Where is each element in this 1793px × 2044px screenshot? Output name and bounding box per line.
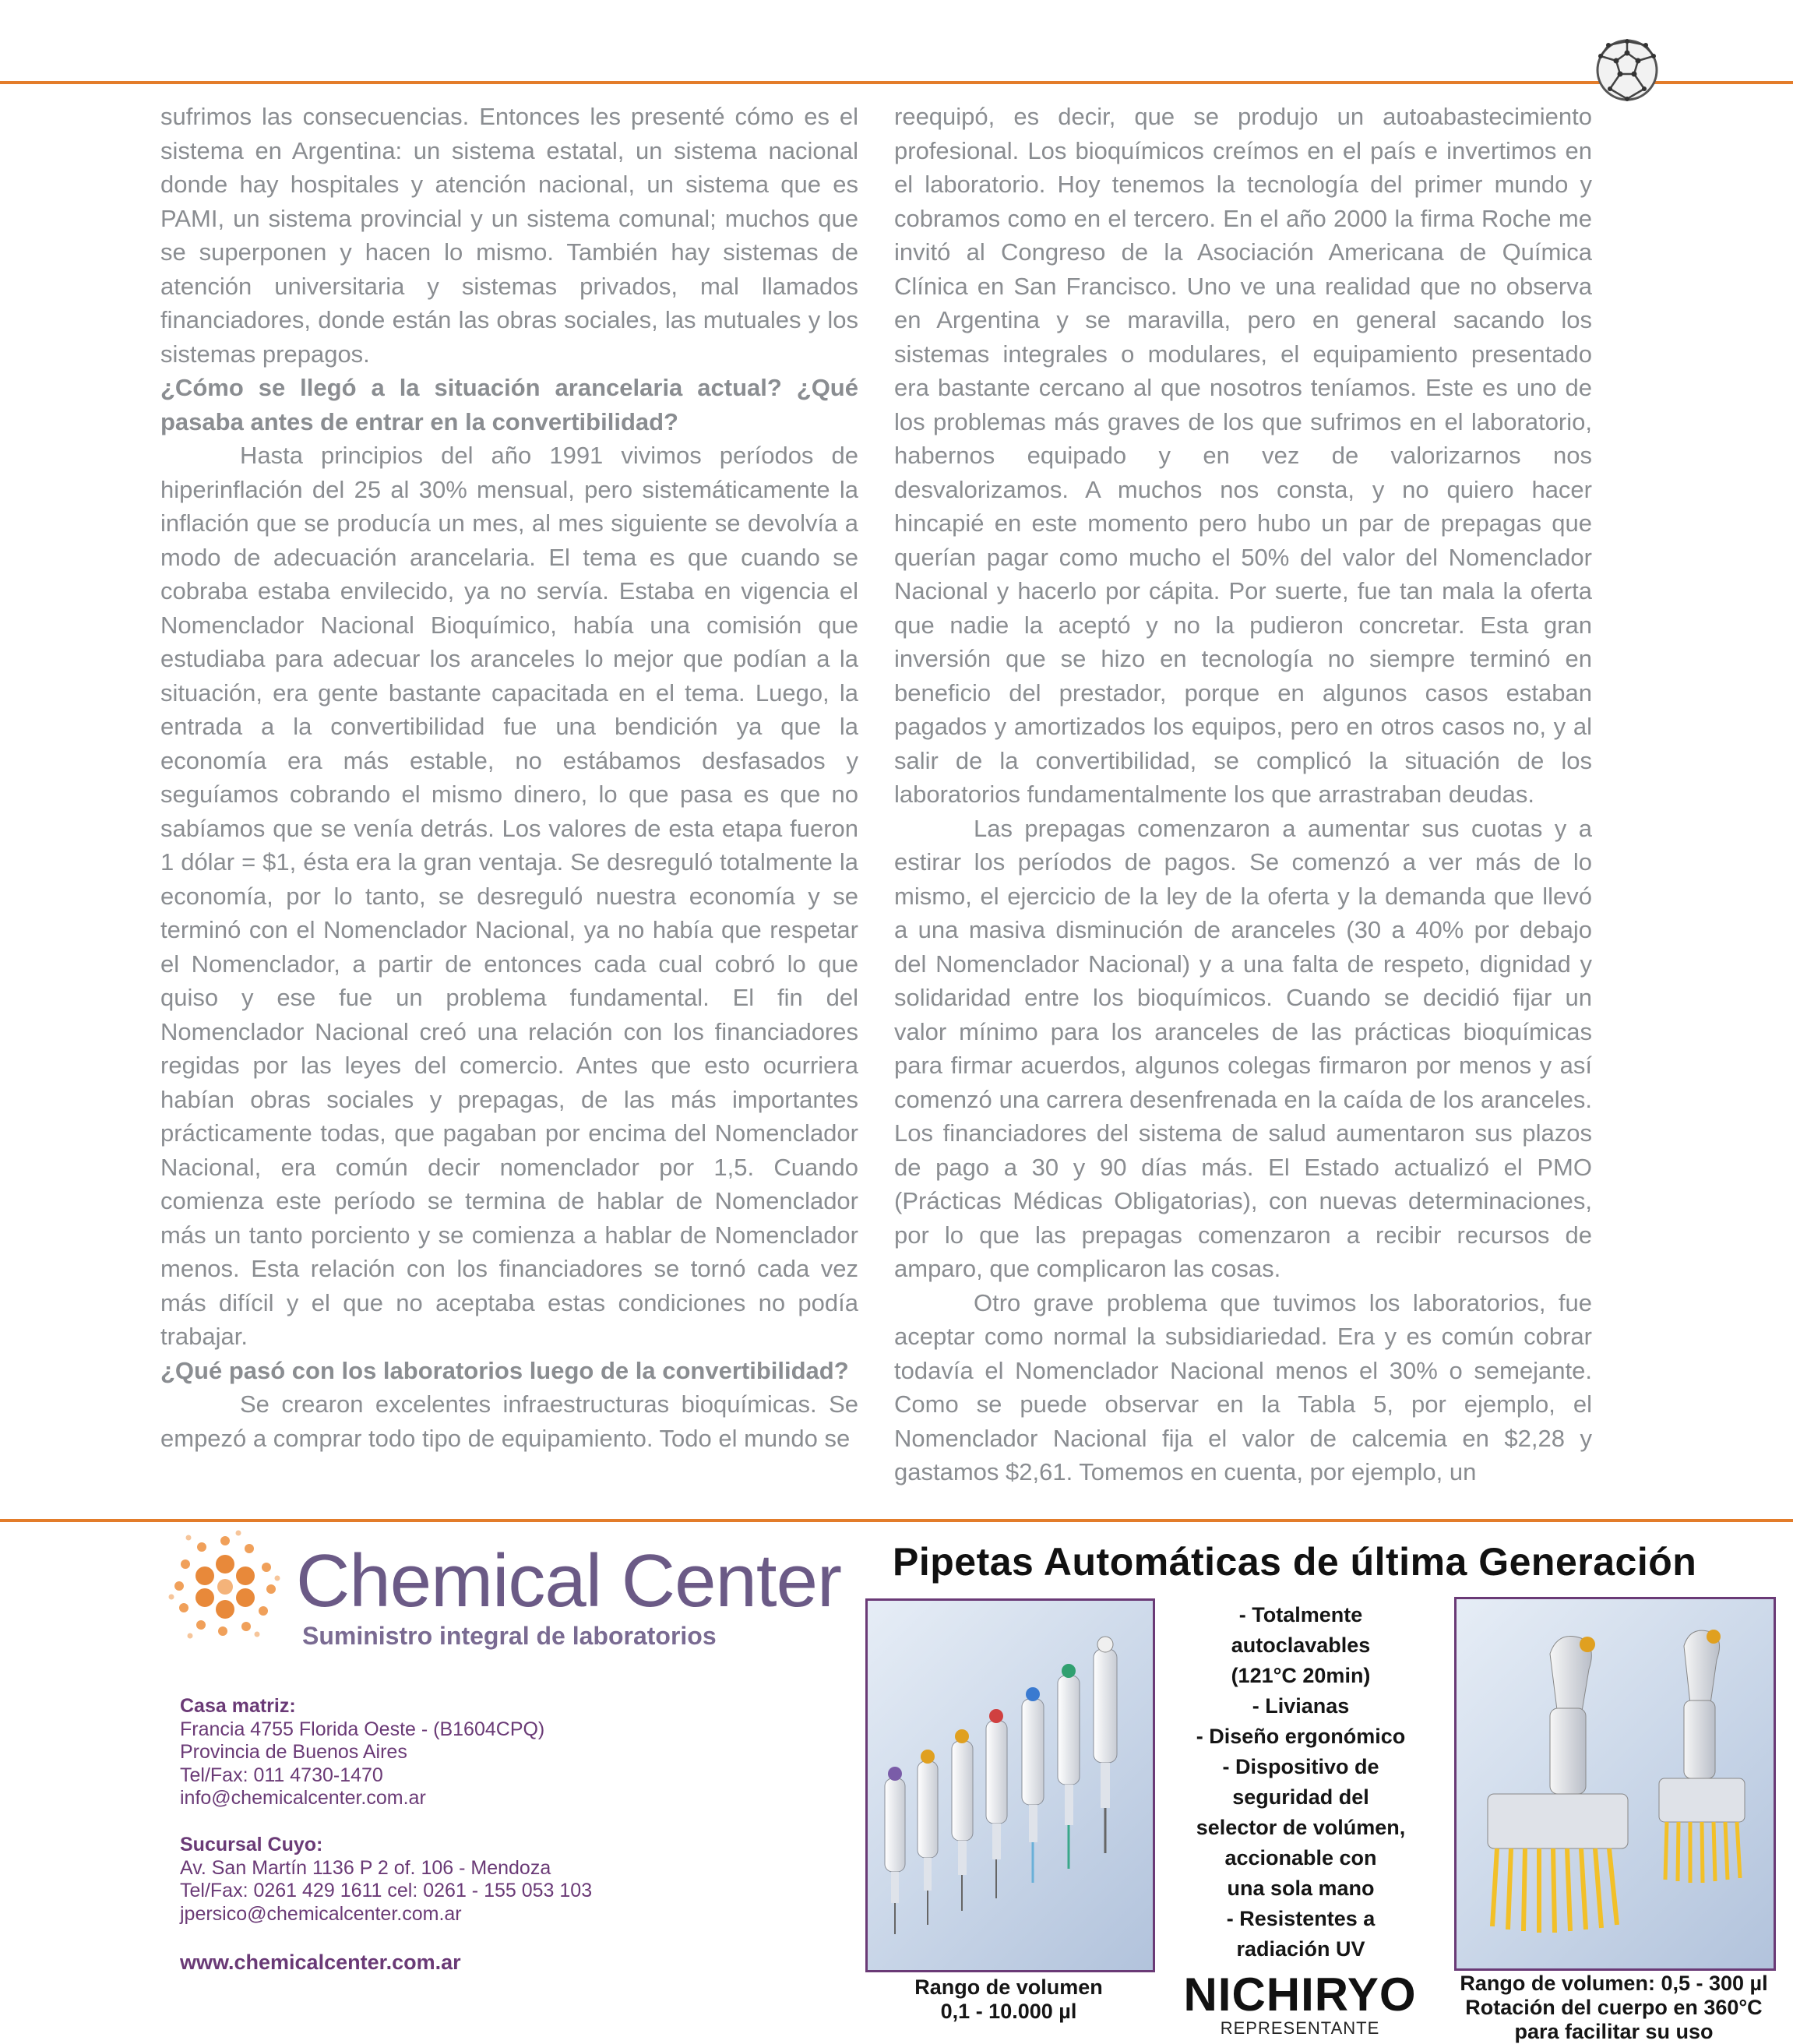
branch-address-line: Av. San Martín 1136 P 2 of. 106 - Mendoza (180, 1856, 551, 1879)
feature-line: radiación UV (1236, 1937, 1365, 1961)
feature-line: autoclavables (1231, 1633, 1371, 1657)
pipette-features-list (1161, 1600, 1441, 1965)
interview-question: ¿Cómo se llegó a la situación arancelaria actual? ¿Qué pasaba antes de entrar en la convertibilidad? (160, 374, 858, 435)
article-paragraph: sufrimos las consecuencias. Entonces les presenté cómo es el sistema en Argentina: un sistema estatal, un sistema nacional donde hay hospitales y atención nacional, un sistema que es PAMI, un sistema provincial y un sistema comunal; muchos que se superponen y hacen lo mismo. También hay sistemas de atención universitaria y sistemas privados, mal llamados financiadores, donde están las obras sociales, las mutuales y los sistemas prepagos. (160, 103, 858, 368)
feature-line: accionable con (1224, 1846, 1377, 1870)
feature-line: (121°C 20min) (1231, 1664, 1371, 1687)
single-channel-pipettes-image (865, 1598, 1155, 1972)
caption-line: 0,1 - 10.000 µl (940, 2000, 1077, 2023)
top-divider (0, 81, 1793, 84)
feature-line: - Dispositivo de (1222, 1755, 1379, 1778)
ad-divider (0, 1519, 1793, 1522)
hq-address-line: Francia 4755 Florida Oeste - (B1604CPQ) (180, 1718, 545, 1740)
caption-line: Rango de volumen: 0,5 - 300 µl (1460, 1972, 1768, 1995)
feature-line: - Totalmente (1238, 1603, 1363, 1626)
hq-heading: Casa matriz: (180, 1695, 296, 1717)
article-right-column (894, 100, 1592, 1489)
brand-name: Chemical Center (296, 1539, 841, 1623)
article-paragraph: Hasta principios del año 1991 vivimos períodos de hiperinflación del 25 al 30% mensual, pero sistemáticamente la inflación que se producía un mes, al mes siguiente se devolvía a modo de adecuación arancelaria. El tema es que cuando se cobraba estaba envilecido, ya no servía. Estaba en vigencia el Nomenclador Nacional Bioquímico, había una comisión que estudiaba para adecuar los aranceles lo mejor que podían a la situación, era gente bastante capacitada en el tema. Luego, la entrada a la convertibilidad fue una bendición ya que la economía era más estable, no estábamos desfasados y seguíamos cobrando el mismo dinero, lo que pasa es que no sabíamos que se venía detrás. Los valores de esta etapa fueron 1 dólar = $1, ésta era la gran ventaja. Se desreguló totalmente la economía, por lo tanto, se desreguló nuestra economía y se terminó con el Nomenclador Nacional, ya no había que respetar el Nomenclador, a partir de entonces cada cual cobró lo que quiso y ese fue un problema fundamental. El fin del Nomenclador Nacional creó una relación con los financiadores regidas por las leyes del comercio. Antes que esto ocurriera habían obras sociales y prepagas, de las más importantes prácticamente todas, que pagaban por encima del Nomenclador Nacional, era común decir nomenclador por 1,5. Cuando comienza este período se termina de hablar de Nomenclador más un tanto porciento y se comienza a hablar de Nomenclador menos. Esta relación con los financiadores se tornó cada vez más difícil y el que no aceptaba estas condiciones no podía trabajar. (160, 442, 858, 1350)
multichannel-pipettes-image (1454, 1597, 1776, 1971)
hq-phone: Tel/Fax: 011 4730-1470 (180, 1764, 383, 1786)
brand-tagline: Suministro integral de laboratorios (302, 1622, 717, 1650)
branch-phone: Tel/Fax: 0261 429 1611 cel: 0261 - 155 053 103 (180, 1880, 593, 1901)
hq-address-line: Provincia de Buenos Aires (180, 1741, 407, 1763)
supplier-name: NICHIRYO (1183, 1968, 1417, 2021)
article-left-column (160, 100, 858, 1455)
feature-line: - Livianas (1252, 1694, 1350, 1718)
hq-contact-block (180, 1695, 544, 1810)
feature-line: una sola mano (1227, 1877, 1375, 1900)
volume-range-caption-right (1450, 1972, 1777, 2044)
branch-heading: Sucursal Cuyo: (180, 1834, 323, 1855)
feature-line: - Diseño ergonómico (1196, 1725, 1406, 1748)
article-paragraph: Se crearon excelentes infraestructuras bioquímicas. Se empezó a comprar todo tipo de equipamiento. Todo el mundo se (160, 1390, 858, 1452)
article-paragraph: reequipó, es decir, que se produjo un autoabastecimiento profesional. Los bioquímicos creímos en el país e invertimos en el laboratorio. Hoy tenemos la tecnología del primer mundo y cobramos como en el tercero. En el año 2000 la firma Roche me invitó al Congreso de la Asociación Americana de Química Clínica en San Francisco. Uno ve una realidad que no observa en Argentina y se maravilla, pero en general sacando los sistemas integrales o modulares, el equipamiento presentado era bastante cercano al que nosotros teníamos. Este es uno de los problemas más graves de los que sufrimos en el laboratorio, habernos equipado y en vez de valorizarnos nos desvalorizamos. A muchos nos consta, y no quiero hacer hincapié en este momento pero hubo un par de prepagas que querían pagar como mucho el 50% del valor del Nomenclador Nacional y hacerlo por cápita. Por suerte, fue tan mala la oferta que nadie la aceptó y no la pudieron concretar. Esta gran inversión que se hizo en tecnología no siempre terminó en beneficio del prestador, porque en algunos casos estaban pagados y amortizados los equipos, pero en otros casos no, y al salir de la convertibilidad, se complicó la situación de los laboratorios fundamentalmente los que arrastraban deudas. (894, 103, 1592, 808)
chemical-center-logo-icon (167, 1527, 284, 1644)
feature-line: - Resistentes a (1226, 1907, 1376, 1930)
caption-line: Rango de volumen (914, 1975, 1103, 1999)
interview-question: ¿Qué pasó con los laboratorios luego de la convertibilidad? (160, 1356, 849, 1384)
caption-line: Rotación del cuerpo en 360°C (1465, 1996, 1763, 2019)
volume-range-caption-left (888, 1975, 1129, 2024)
nichiryo-logo (1140, 1968, 1460, 2038)
branch-email: jpersico@chemicalcenter.com.ar (180, 1902, 462, 1925)
fullerene-molecule-icon (1591, 34, 1663, 106)
feature-line: seguridad del (1232, 1785, 1369, 1809)
feature-line: selector de volúmen, (1196, 1816, 1406, 1839)
branch-contact-block (180, 1834, 592, 1926)
hq-email: info@chemicalcenter.com.ar (180, 1787, 426, 1809)
ad-title: Pipetas Automáticas de última Generación (893, 1540, 1697, 1584)
article-paragraph: Otro grave problema que tuvimos los laboratorios, fue aceptar como normal la subsidiariedad. Era y es común cobrar todavía el Nomenclador Nacional menos el 30% o semejante. Como se puede observar en la Tabla 5, por ejemplo, el Nomenclador Nacional fija el valor de calcemia en $2,28 y gastamos $2,61. Tomemos en cuenta, por ejemplo, un (894, 1288, 1592, 1485)
article-paragraph: Las prepagas comenzaron a aumentar sus cuotas y a estirar los períodos de pagos. Se comenzó a ver más de lo mismo, el ejercicio de la ley de la oferta y la demanda que llevó a una masiva disminución de aranceles (30 a 40% por debajo del Nomenclador Nacional) y a una falta de respeto, dignidad y solidaridad entre los bioquímicos. Cuando se decidió fijar un valor mínimo para los aranceles de las prácticas bioquímicas para firmar acuerdos, algunos colegas firmaron por menos y así comenzó una carrera desenfrenada en la caída de los aranceles. Los financiadores del sistema de salud aumentaron sus plazos de pago a 30 y 90 días más. El Estado actualizó el PMO (Prácticas Médicas Obligatorias), con nuevas determinaciones, por lo que las prepagas comenzaron a recibir recursos de amparo, que complicaron las cosas. (894, 814, 1592, 1282)
website-link[interactable]: www.chemicalcenter.com.ar (180, 1951, 461, 1974)
supplier-note: REPRESENTANTE (1220, 2018, 1380, 2038)
caption-line: para facilitar su uso (1514, 2020, 1714, 2043)
